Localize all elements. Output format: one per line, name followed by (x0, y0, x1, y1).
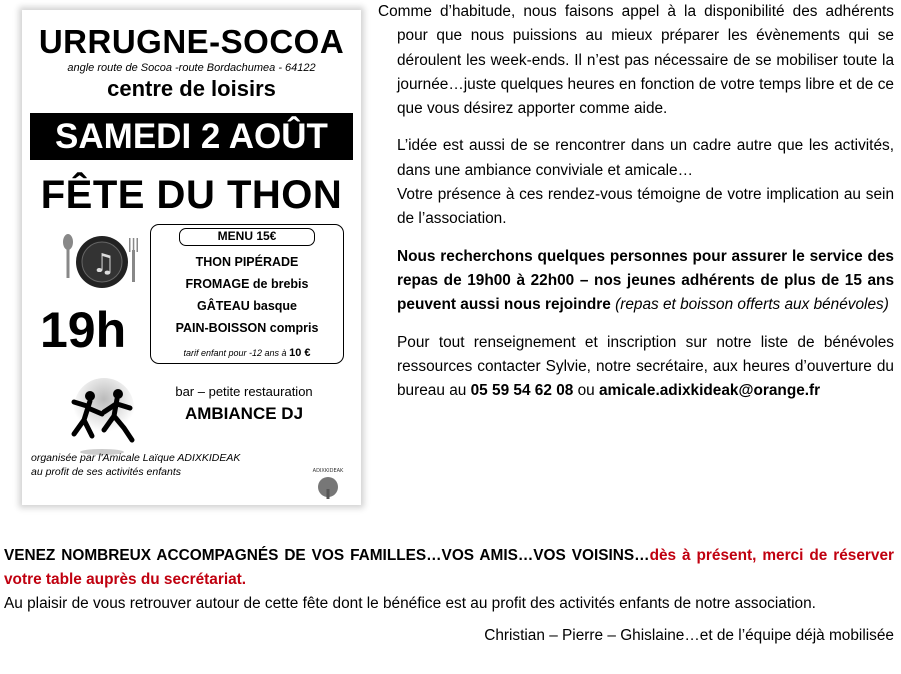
menu-title: MENU 15€ (179, 228, 315, 246)
poster-organizer (31, 451, 240, 479)
poster-bar-info: bar – petite restauration (175, 384, 313, 399)
closing-text: Au plaisir de vous retrouver autour de cette fête dont le bénéfice est au profit des activités enfants de notre association. (4, 595, 816, 612)
paragraph-spirit-line: L’idée est aussi de se rencontrer dans un cadre autre que les activités, dans une ambiance conviviale et amicale… (397, 137, 894, 179)
contact-or: ou (577, 382, 595, 400)
menu-box (150, 224, 344, 364)
menu-item: FROMAGE de brebis (185, 277, 309, 291)
service-need-note: (repas et boisson offerts aux bénévoles) (615, 296, 889, 314)
poster-ambiance: AMBIANCE DJ (184, 404, 304, 423)
poster-city: URRUGNE-SOCOA (38, 23, 345, 60)
organizer-line: au profit de ses activités enfants (31, 466, 181, 478)
dancers-icon (60, 378, 146, 460)
event-poster (22, 10, 361, 505)
menu-item: THON PIPÉRADE (195, 255, 299, 269)
bottom-section (4, 544, 894, 648)
poster-date: SAMEDI 2 AOÛT (30, 113, 353, 160)
menu-item: GÂTEAU basque (196, 299, 297, 313)
article-column (378, 0, 894, 416)
contact-phone[interactable]: 05 59 54 62 08 (470, 382, 574, 400)
poster-event-title: FÊTE DU THON (40, 173, 343, 217)
paragraph-spirit (397, 134, 894, 231)
contact-text: Pour tout renseignement et inscription sur notre liste de bénévoles ressources contacter Sylvie, notre secrétaire, aux heures d’ouverture du bureau au (397, 333, 894, 400)
poster-address: angle route de Socoa -route Bordachumea - 64122 (67, 62, 316, 74)
call-to-action (4, 544, 894, 592)
paragraph-contact (397, 331, 894, 404)
svg-text:♫: ♫ (92, 249, 116, 279)
paragraph-service-need (397, 245, 894, 318)
menu-child-rate-text: tarif enfant pour -12 ans à (183, 348, 287, 358)
poster-hour: 19h (40, 302, 127, 358)
call-to-action-text: VENEZ NOMBREUX ACCOMPAGNÉS DE VOS FAMILLES…VOS AMIS…VOS VOISINS… (4, 547, 650, 564)
paragraph-spirit-line: Votre présence à ces rendez-vous témoigne de votre implication au sein de l’association. (397, 186, 894, 228)
service-need-text: Nous recherchons quelques personnes pour assurer le service des repas de 19h00 à 22h00 – nos jeunes adhérents de plus de 15 ans peuvent aussi nous rejoindre (397, 247, 894, 314)
poster-venue: centre de loisirs (107, 76, 276, 101)
svg-text:ADIXKIDEAK: ADIXKIDEAK (312, 468, 344, 474)
reservation-note: dès à présent, merci de réserver votre table auprès du secrétariat. (4, 547, 894, 588)
paragraph-volunteers-call: Comme d’habitude, nous faisons appel à la disponibilité des adhérents pour que nous puissions au mieux préparer les évènements qui se déroulent les week-ends. Il n’est pas nécessaire de se mobiliser toute la journée…juste quelques heures en fonction de votre temps libre et de ce que vous désirez apporter comme aide. (378, 3, 894, 118)
plate-cutlery-icon (60, 232, 142, 294)
menu-child-rate-price: 10 € (289, 347, 311, 359)
signature: Christian – Pierre – Ghislaine…et de l’équipe déjà mobilisée (484, 627, 894, 644)
organizer-line: organisée par l'Amicale Laïque ADIXKIDEAK (31, 452, 241, 464)
menu-item: PAIN-BOISSON compris (175, 321, 319, 335)
contact-email[interactable]: amicale.adixkideak@orange.fr (599, 382, 821, 400)
association-logo (308, 465, 348, 501)
menu-child-rate (151, 347, 343, 359)
